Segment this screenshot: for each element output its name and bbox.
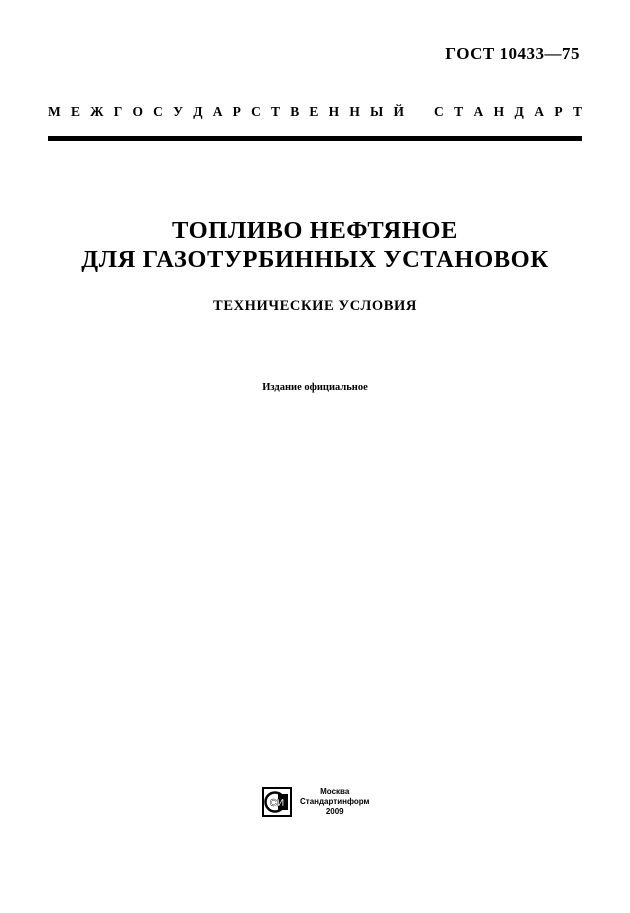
gost-number: ГОСТ 10433—75 [445, 44, 580, 63]
standard-type-letter: Ы [370, 104, 384, 119]
header-rule [48, 136, 582, 141]
publisher-block [262, 787, 369, 817]
standard-type-letter: М [48, 104, 61, 119]
document-title [0, 216, 630, 274]
publisher-city: Москва [320, 787, 350, 796]
standard-type-letter: Н [328, 104, 340, 119]
standard-type-letter: Р [232, 104, 241, 119]
publisher-text [300, 787, 369, 817]
standard-type-letter: Т [271, 104, 281, 119]
standard-type-letter: Е [309, 104, 319, 119]
standard-type-letter: Е [70, 104, 80, 119]
title-line-2: ДЛЯ ГАЗОТУРБИННЫХ УСТАНОВОК [81, 246, 549, 273]
standard-type-letter: Т [572, 104, 582, 119]
publisher-name: Стандартинформ [300, 797, 370, 806]
standard-type-letter: С [434, 104, 444, 119]
standard-type-word-interstate [48, 104, 404, 120]
standard-type-letter: А [212, 104, 223, 119]
standard-type-letter: Н [493, 104, 505, 119]
standard-type-letter: Д [193, 104, 203, 119]
edition-note: Издание официальное [262, 382, 368, 393]
document-subtitle: ТЕХНИЧЕСКИЕ УСЛОВИЯ [213, 298, 417, 314]
standard-type-letter: Й [393, 104, 404, 119]
standard-type-letter: Г [113, 104, 123, 119]
standard-type-letter: О [132, 104, 143, 119]
standard-type-letter: Н [349, 104, 360, 119]
standard-type-word-standard [434, 104, 582, 120]
standard-type-letter: А [473, 104, 484, 119]
standard-type-letter: В [290, 104, 300, 119]
standard-type-letter: А [534, 104, 544, 119]
standard-type-letter: С [153, 104, 163, 119]
standard-type-letter: Ж [90, 104, 104, 119]
standard-type-letter: Д [514, 104, 524, 119]
standard-type-heading [48, 104, 582, 120]
title-line-1: ТОПЛИВО НЕФТЯНОЕ [172, 217, 458, 244]
publication-year: 2009 [325, 807, 344, 816]
standard-type-letter: С [251, 104, 261, 119]
standard-type-letter: Р [554, 104, 563, 119]
standartinform-logo-icon [262, 787, 292, 817]
standard-type-letter: Т [454, 104, 464, 119]
standard-type-letter: У [173, 104, 184, 119]
logo-lettering: СИ [269, 798, 285, 809]
